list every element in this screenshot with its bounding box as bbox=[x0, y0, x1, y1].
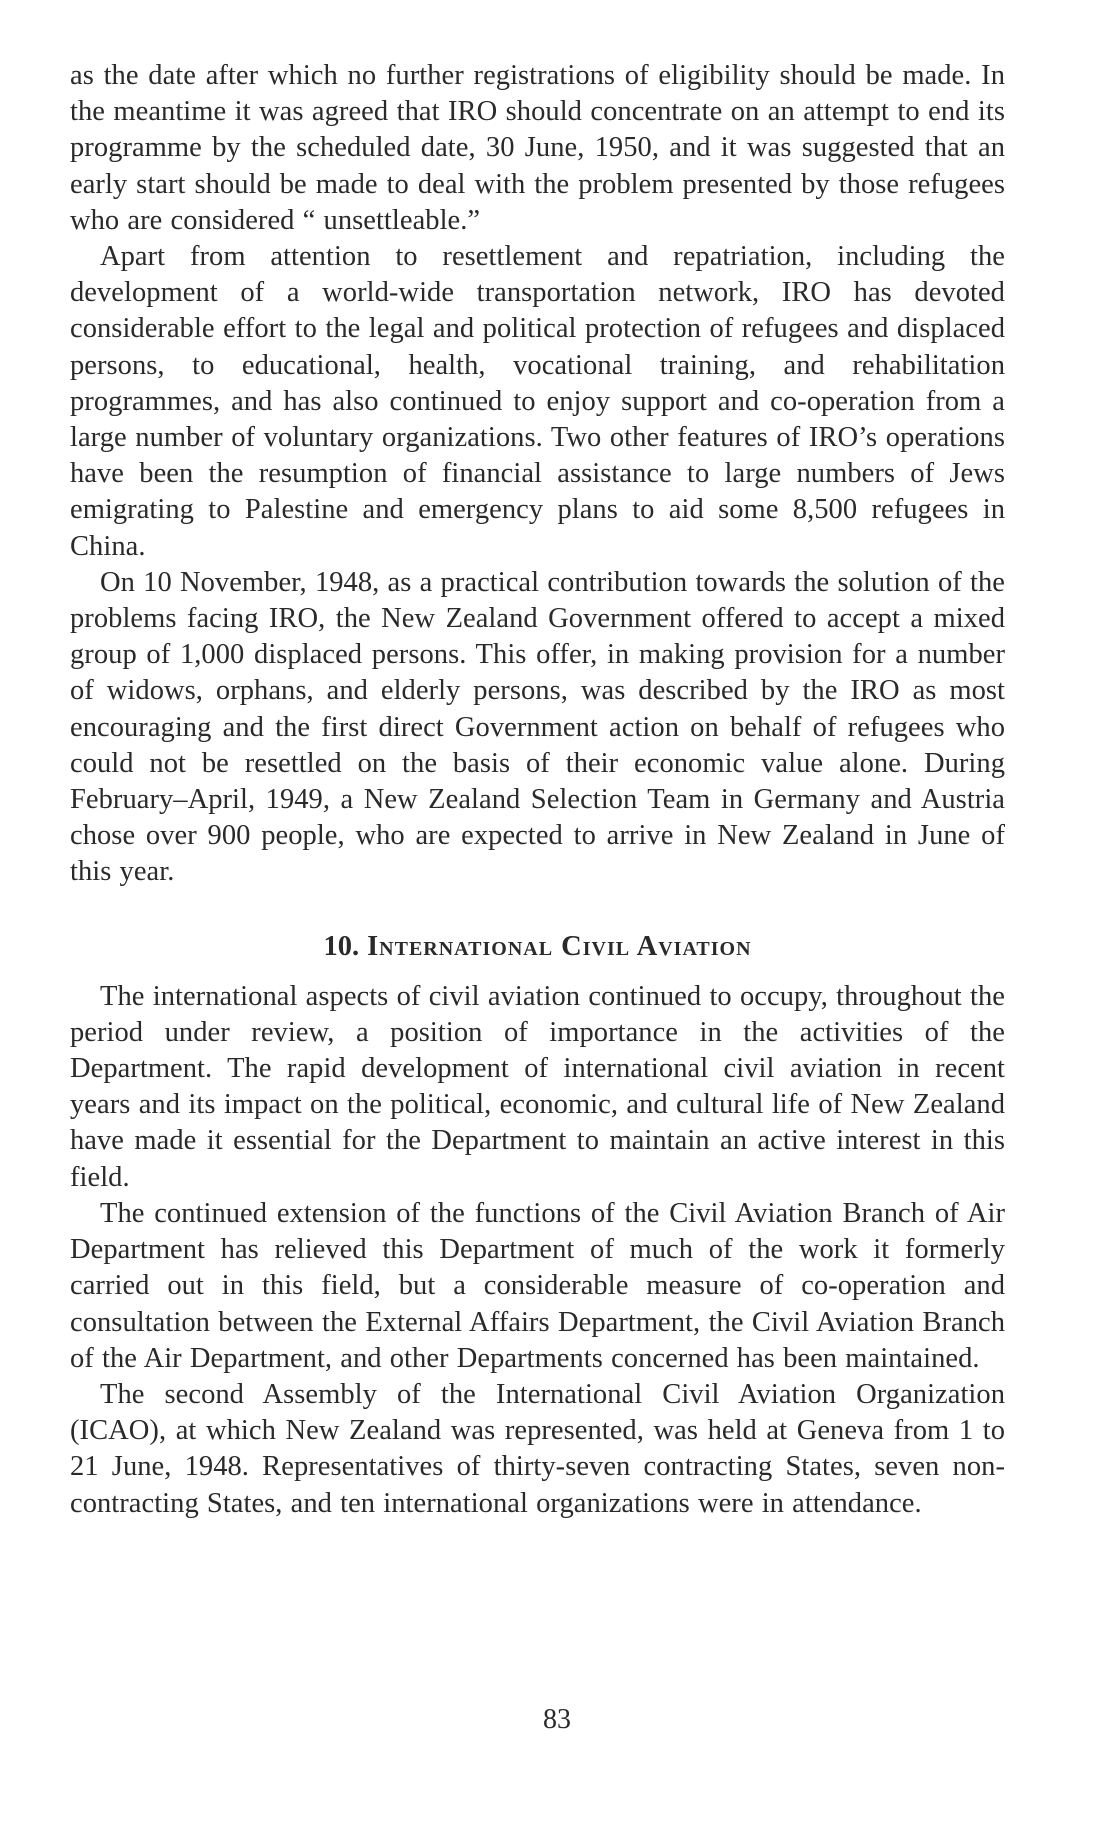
page-number: 83 bbox=[543, 1704, 571, 1735]
paragraph-civil-aviation-importance: The international aspects of civil aviation continued to occupy, throughout the period under review, a position of importance in the activities of the Department. The rapid development of international civil aviation in recent years and its impact on the political, economic, and cultural life of New Zealand have made it essential for the Department to maintain an active interest in this field. bbox=[70, 980, 1005, 1193]
document-page bbox=[70, 58, 1005, 1522]
section-title: International Civil Aviation bbox=[367, 930, 752, 962]
paragraph-icao-assembly: The second Assembly of the International Civil Aviation Organization (ICAO), at which New Zealand was represented, was held at Geneva from 1 to 21 June, 1948. Representatives of thirty-seven contracting States, seven non-contracting States, and ten international organizations were in attendance. bbox=[70, 1378, 1005, 1519]
paragraph-iro-registrations: as the date after which no further registrations of eligibility should be made. In the meantime it was agreed that IRO should concentrate on an attempt to end its programme by the scheduled date, 30 June, 1950, and it was suggested that an early start should be made to deal with the problem presented by those refugees who are considered “ unsettleable.” bbox=[70, 60, 1005, 236]
section-number: 10. bbox=[323, 930, 360, 962]
paragraph-iro-activities: Apart from attention to resettlement and repatriation, including the development of a world-wide transportation network, IRO has devoted considerable effort to the legal and political protection of refugees and displaced persons, to educational, health, vocational training, and rehabilitation programmes, and has also continued to enjoy support and co-operation from a large number of voluntary organizations. Two other features of IRO’s operations have been the resumption of financial assistance to large numbers of Jews emigrating to Palestine and emergency plans to aid some 8,500 refugees in China. bbox=[70, 241, 1005, 562]
paragraph-civil-aviation-branch: The continued extension of the functions of the Civil Aviation Branch of Air Department has relieved this Department of much of the work it formerly carried out in this field, but a considerable measure of co-operation and consultation between the External Affairs Department, the Civil Aviation Branch of the Air Department, and other Departments concerned has been maintained. bbox=[70, 1197, 1005, 1374]
paragraph-nz-displaced-persons: On 10 November, 1948, as a practical contribution towards the solution of the problems facing IRO, the New Zealand Government offered to accept a mixed group of 1,000 displaced persons. This offer, in making provision for a number of widows, orphans, and elderly persons, was described by the IRO as most encouraging and the first direct Government action on behalf of refugees who could not be resettled on the basis of their economic value alone. During February–April, 1949, a New Zealand Selection Team in Germany and Austria chose over 900 people, who are expected to arrive in New Zealand in June of this year. bbox=[70, 566, 1005, 888]
section-heading bbox=[70, 929, 1005, 965]
